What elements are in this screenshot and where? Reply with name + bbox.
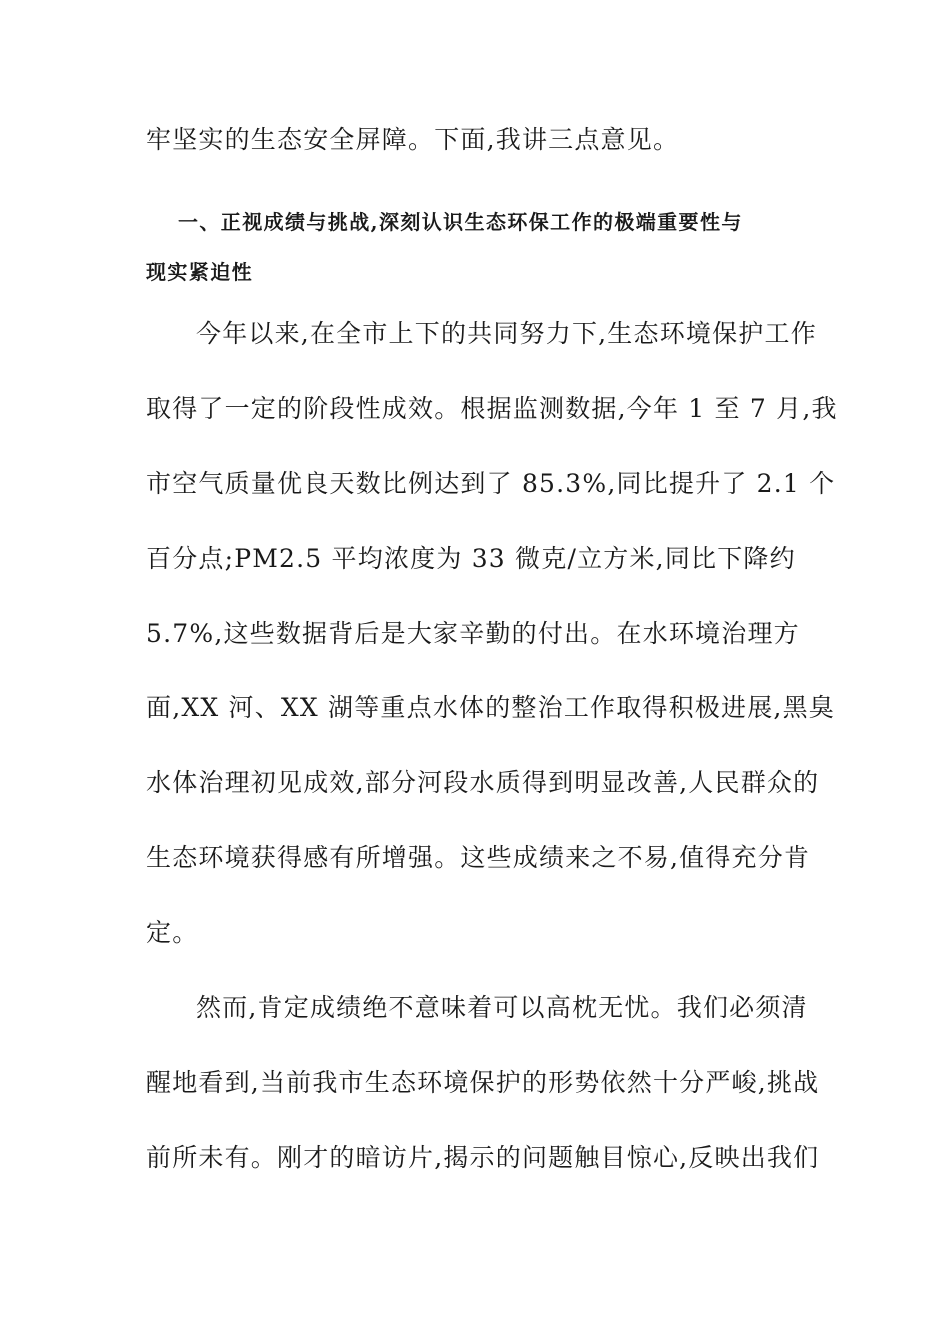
paragraph-line: 面,XX 河、XX 湖等重点水体的整治工作取得积极进展,黑臭 bbox=[146, 693, 835, 722]
paragraph-line: 醒地看到,当前我市生态环境保护的形势依然十分严峻,挑战 bbox=[146, 1068, 820, 1097]
paragraph-line: 市空气质量优良天数比例达到了 85.3%,同比提升了 2.1 个 bbox=[146, 469, 836, 498]
paragraph-line: 定。 bbox=[146, 918, 199, 947]
paragraph-line: 今年以来,在全市上下的共同努力下,生态环境保护工作 bbox=[196, 319, 817, 348]
paragraph-line: 前所未有。刚才的暗访片,揭示的问题触目惊心,反映出我们 bbox=[146, 1143, 820, 1172]
paragraph-line: 百分点;PM2.5 平均浓度为 33 微克/立方米,同比下降约 bbox=[146, 544, 796, 573]
section-heading-line: 一、正视成绩与挑战,深刻认识生态环保工作的极端重要性与 bbox=[178, 210, 743, 234]
paragraph-line: 然而,肯定成绩绝不意味着可以高枕无忧。我们必须清 bbox=[196, 993, 808, 1022]
paragraph-line: 牢坚实的生态安全屏障。下面,我讲三点意见。 bbox=[146, 125, 680, 154]
section-heading-line: 现实紧迫性 bbox=[146, 260, 253, 284]
paragraph-line: 生态环境获得感有所增强。这些成绩来之不易,值得充分肯 bbox=[146, 843, 811, 872]
paragraph-line: 5.7%,这些数据背后是大家辛勤的付出。在水环境治理方 bbox=[146, 619, 800, 648]
paragraph-line: 取得了一定的阶段性成效。根据监测数据,今年 1 至 7 月,我 bbox=[146, 394, 838, 423]
paragraph-line: 水体治理初见成效,部分河段水质得到明显改善,人民群众的 bbox=[146, 768, 820, 797]
